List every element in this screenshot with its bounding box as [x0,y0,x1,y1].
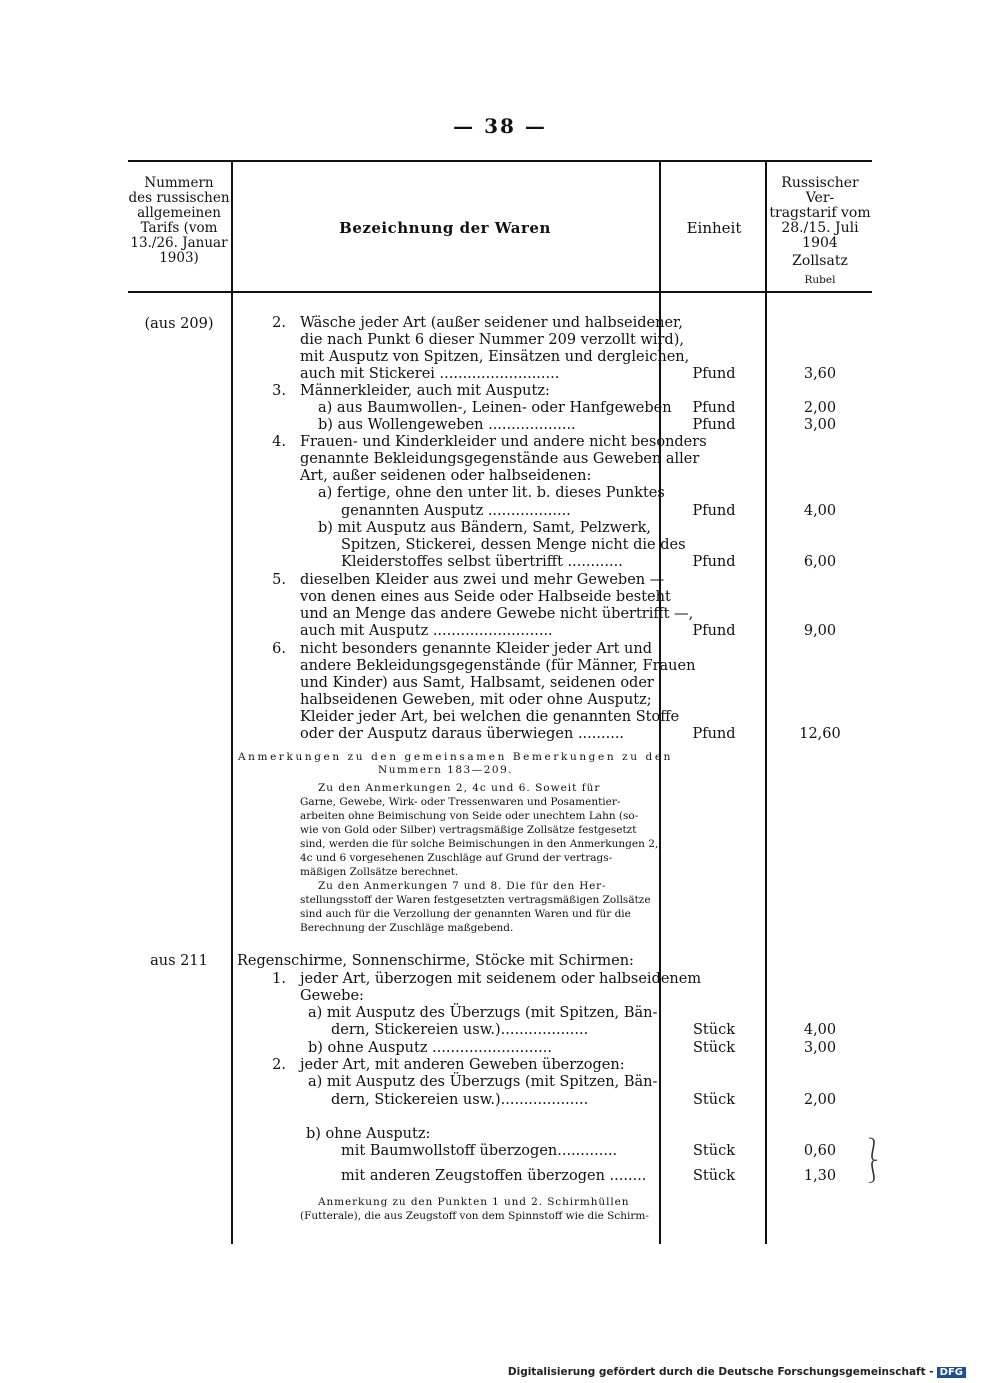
note-text: Garne, Gewebe, Wirk- oder Tressenwaren und Posamentier- [300,796,621,808]
goods-line: mit Baumwollstoff überzogen............. [341,1143,618,1159]
header-zollsatz: Zollsatz [792,253,848,269]
rate-cell: 2,00 [803,400,837,416]
rate-cell: 4,00 [803,503,837,519]
unit-cell: Pfund [692,417,736,433]
goods-line: genannten Ausputz .................. [341,503,571,519]
note-text: Zu den Anmerkungen 2, 4c und 6. Soweit für [318,782,601,794]
unit-cell: Pfund [692,554,736,570]
note-text: sind, werden die für solche Beimischungen in den Anmerkungen 2, [300,838,659,850]
goods-line: Spitzen, Stickerei, dessen Menge nicht die des [341,537,686,553]
goods-line: jeder Art, überzogen mit seidenem oder halbseidenem [300,971,702,987]
item-number: 5. [272,572,286,588]
page-number: — 38 — [453,114,547,138]
brace-mark: ⎱ ⎰ [862,1138,885,1185]
goods-line: jeder Art, mit anderen Geweben überzogen: [300,1057,625,1073]
note-text: wie von Gold oder Silber) vertragsmäßige Zollsätze festgesetzt [300,824,637,836]
item-number: 1. [272,971,286,987]
goods-line: nicht besonders genannte Kleider jeder Art und [300,641,653,657]
note-text: stellungsstoff der Waren festgesetzten vertragsmäßigen Zollsätze [300,894,651,906]
tariff-code: aus 211 [150,953,208,969]
goods-line: a) mit Ausputz des Überzugs (mit Spitzen, Bän- [308,1005,658,1021]
unit-cell: Pfund [692,623,736,639]
goods-line: von denen eines aus Seide oder Halbseide besteht [300,589,671,605]
item-number: 4. [272,434,286,450]
rate-cell: 2,00 [803,1092,837,1108]
goods-line: genannte Bekleidungsgegenstände aus Geweben aller [300,451,700,467]
rate-cell: 3,00 [803,1040,837,1056]
goods-line: b) ohne Ausputz .......................... [308,1040,552,1056]
unit-cell: Stück [692,1092,735,1108]
item-number: 6. [272,641,286,657]
note-text: Berechnung der Zuschläge maßgebend. [300,922,514,934]
header-bezeichnung: Bezeichnung der Waren [339,219,551,237]
goods-line: und an Menge das andere Gewebe nicht übertrifft —, [300,606,694,622]
header-tarif: Russischer Ver- tragstarif vom 28./15. Juli 1904 [769,175,871,251]
unit-cell: Stück [692,1168,735,1184]
unit-cell: Pfund [692,726,736,742]
header-rubel: Rubel [804,274,836,286]
goods-line: dern, Stickereien usw.)................... [331,1092,589,1108]
digitization-footer [508,1366,966,1378]
goods-line: die nach Punkt 6 dieser Nummer 209 verzollt wird), [300,332,684,348]
note-heading: Anmerkungen zu den gemeinsamen Bemerkungen zu den [238,751,674,763]
rate-cell: 9,00 [803,623,837,639]
column-divider-1 [231,162,233,1244]
note-text: Zu den Anmerkungen 7 und 8. Die für den Her- [318,880,607,892]
footer-text: Digitalisierung gefördert durch die Deutsche Forschungsgemeinschaft - [507,1366,934,1378]
goods-line: auch mit Ausputz .......................... [300,623,553,639]
header-einheit: Einheit [686,219,742,237]
rate-cell: 6,00 [803,554,837,570]
rate-cell: 3,60 [803,366,837,382]
goods-line: Männerkleider, auch mit Ausputz: [300,383,550,399]
goods-line: auch mit Stickerei .......................... [300,366,560,382]
goods-line: Regenschirme, Sonnenschirme, Stöcke mit Schirmen: [237,953,634,969]
goods-line: a) aus Baumwollen-, Leinen- oder Hanfgeweben [318,400,672,416]
rate-cell: 3,00 [803,417,837,433]
goods-line: mit Ausputz von Spitzen, Einsätzen und dergleichen, [300,349,690,365]
goods-line: Gewebe: [300,988,364,1004]
goods-line: Frauen- und Kinderkleider und andere nicht besonders [300,434,707,450]
dfg-logo: DFG [937,1367,966,1378]
unit-cell: Stück [692,1143,735,1159]
goods-line: a) fertige, ohne den unter lit. b. dieses Punktes [318,485,665,501]
note-text: mäßigen Zollsätze berechnet. [300,866,459,878]
goods-line: Kleiderstoffes selbst übertrifft ............ [341,554,623,570]
unit-cell: Pfund [692,503,736,519]
goods-line: mit anderen Zeugstoffen überzogen ........ [341,1168,647,1184]
rate-cell: 1,30 [803,1168,837,1184]
goods-line: und Kinder) aus Samt, Halbsamt, seidenen oder [300,675,654,691]
goods-line: halbseidenen Geweben, mit oder ohne Ausputz; [300,692,652,708]
note-heading: Nummern 183—209. [378,764,514,776]
note-text: 4c und 6 vorgesehenen Zuschläge auf Grund der vertrags- [300,852,613,864]
note-text: sind auch für die Verzollung der genannten Waren und für die [300,908,631,920]
header-nummer: Nummern des russischen allgemeinen Tarifs (vom 13./26. Januar 1903) [128,175,230,266]
unit-cell: Pfund [692,400,736,416]
goods-line: andere Bekleidungsgegenstände (für Männer, Frauen [300,658,696,674]
goods-line: b) ohne Ausputz: [306,1126,431,1142]
rate-cell: 4,00 [803,1022,837,1038]
item-number: 3. [272,383,286,399]
item-number: 2. [272,1057,286,1073]
note-text: (Futterale), die aus Zeugstoff von dem Spinnstoff wie die Schirm- [300,1210,649,1222]
goods-line: b) aus Wollengeweben ................... [318,417,576,433]
unit-cell: Stück [692,1022,735,1038]
table-top-rule [128,160,872,162]
tariff-code: (aus 209) [144,316,214,332]
header-bottom-rule [128,291,872,293]
rate-cell: 0,60 [803,1143,837,1159]
goods-line: dieselben Kleider aus zwei und mehr Geweben — [300,572,665,588]
column-divider-3 [765,162,767,1244]
note-text: arbeiten ohne Beimischung von Seide oder unechtem Lahn (so- [300,810,639,822]
item-number: 2. [272,315,286,331]
goods-line: a) mit Ausputz des Überzugs (mit Spitzen, Bän- [308,1074,658,1090]
goods-line: oder der Ausputz daraus überwiegen .......... [300,726,625,742]
goods-line: Art, außer seidenen oder halbseidenen: [300,468,592,484]
rate-cell: 12,60 [799,726,841,742]
goods-line: b) mit Ausputz aus Bändern, Samt, Pelzwerk, [318,520,651,536]
unit-cell: Pfund [692,366,736,382]
goods-line: Kleider jeder Art, bei welchen die genannten Stoffe [300,709,680,725]
goods-line: Wäsche jeder Art (außer seidener und halbseidener, [300,315,683,331]
unit-cell: Stück [692,1040,735,1056]
goods-line: dern, Stickereien usw.)................... [331,1022,589,1038]
note-text: Anmerkung zu den Punkten 1 und 2. Schirmhüllen [318,1196,630,1208]
